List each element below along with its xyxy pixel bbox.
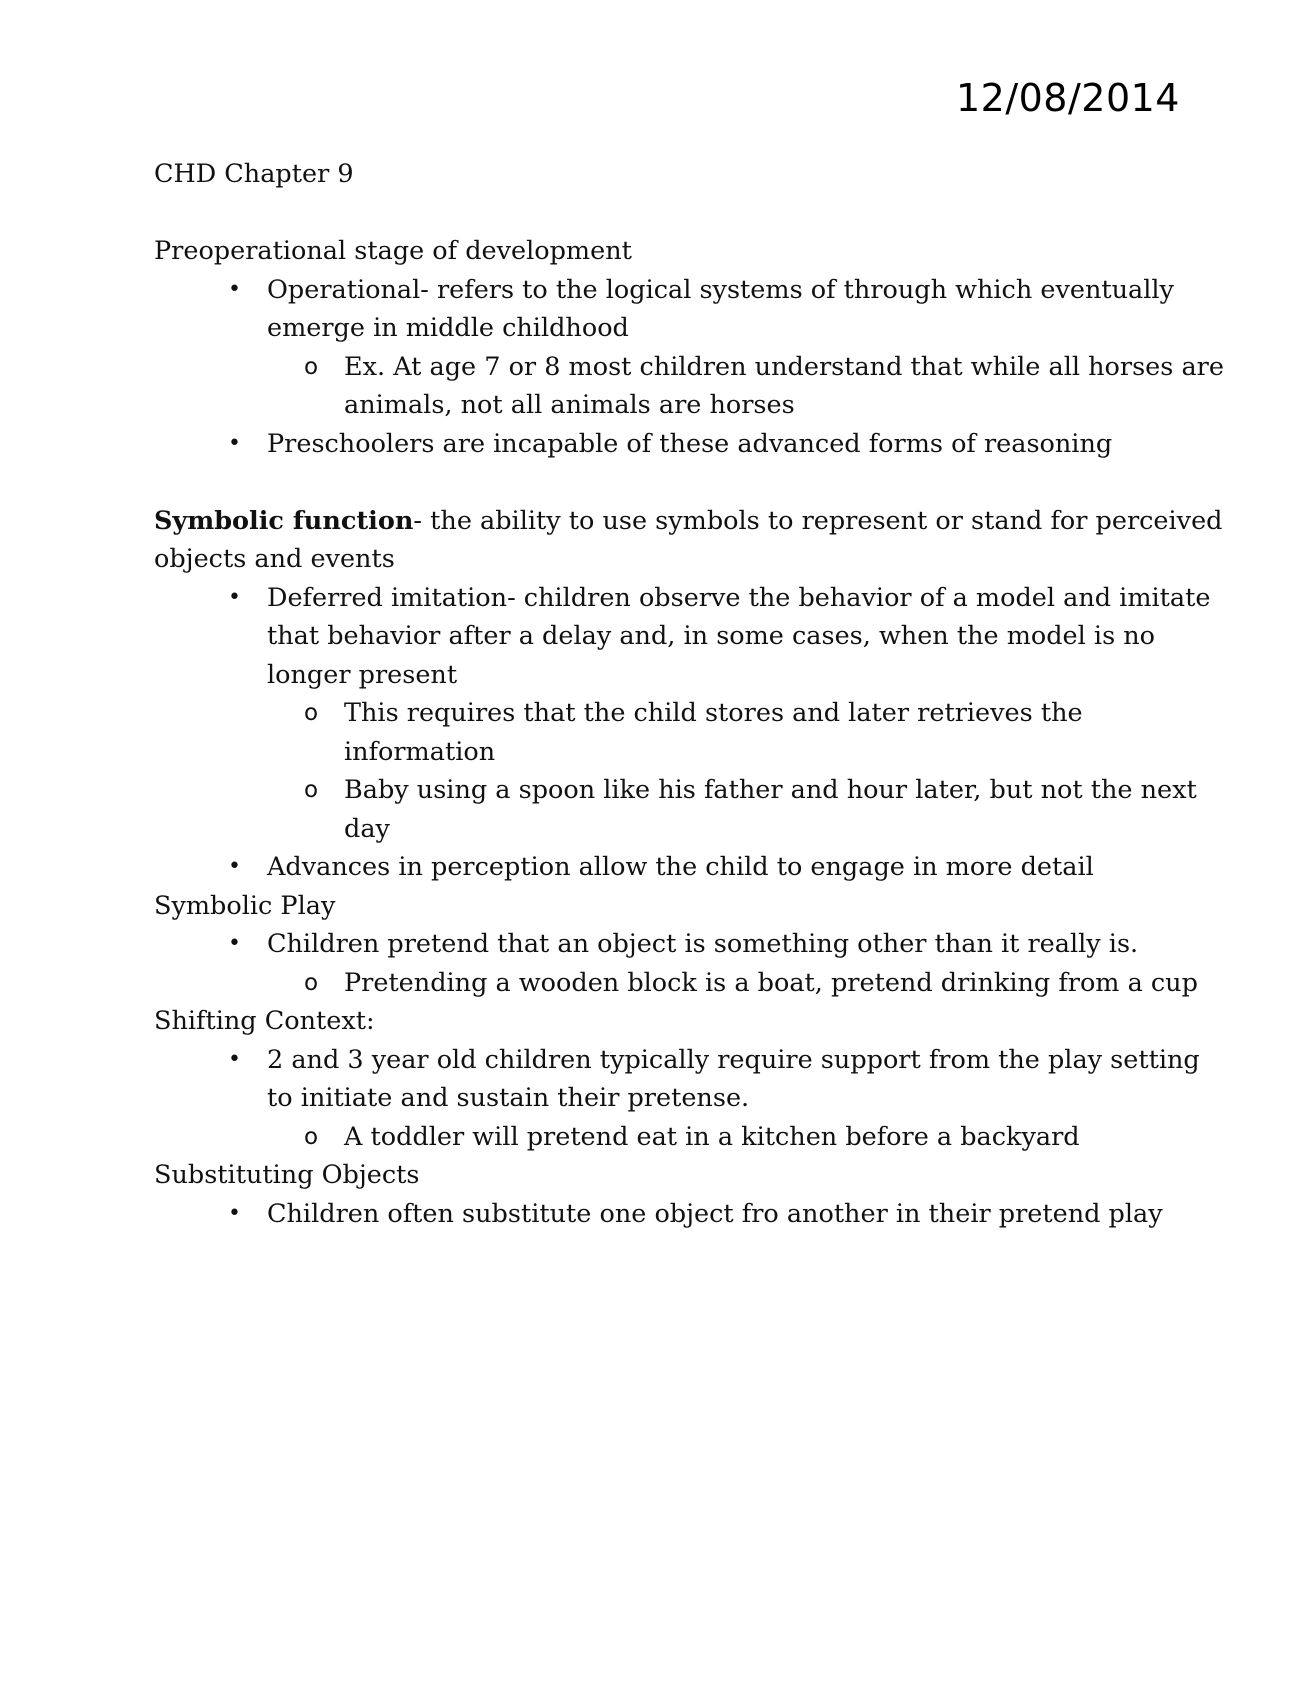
bullet-icon: • <box>228 1046 241 1072</box>
sub-bullet-icon: o <box>304 353 319 380</box>
sub-bullet-item <box>154 694 1164 771</box>
heading-definition: - the ability to use symbols to represent or stand for perceived <box>413 505 1223 536</box>
bullet-item <box>154 1195 1164 1234</box>
bullet-item <box>154 1041 1200 1118</box>
bullet-icon: • <box>228 1200 241 1226</box>
sub-bullet-item <box>154 964 1198 1003</box>
sub-bullet-text-line: information <box>344 736 496 767</box>
blank-line <box>154 463 1164 502</box>
section-heading <box>154 502 1223 541</box>
bullet-text-line: longer present <box>267 659 458 690</box>
sub-bullet-icon: o <box>304 777 319 803</box>
bullet-text-line: Children often substitute one object fro another in their pretend play <box>267 1198 1163 1229</box>
bullet-text-line: emerge in middle childhood <box>267 313 629 343</box>
section-heading: Shifting Context: <box>154 1006 375 1036</box>
section-preoperational <box>154 232 1224 463</box>
sub-bullet-item <box>154 1118 1164 1157</box>
sub-bullet-text-line: This requires that the child stores and later retrieves the <box>344 698 1083 728</box>
sub-bullet-icon: o <box>304 969 319 996</box>
blank-line <box>154 194 1164 233</box>
sub-bullet-icon: o <box>304 700 319 726</box>
sub-bullet-text-line: Baby using a spoon like his father and hour later, but not the next <box>344 775 1197 805</box>
bullet-item <box>154 848 1164 887</box>
note-title: CHD Chapter 9 <box>154 159 354 189</box>
bullet-item <box>154 271 1174 348</box>
section-symbolic-play <box>154 887 1198 1003</box>
bullet-text-line: that behavior after a delay and, in some cases, when the model is no <box>267 621 1156 651</box>
bullet-icon: • <box>228 931 241 956</box>
sub-bullet-text-line: Pretending a wooden block is a boat, pretend drinking from a cup <box>344 967 1198 998</box>
section-heading-continued: objects and events <box>154 544 395 574</box>
sub-bullet-text-line: A toddler will pretend eat in a kitchen before a backyard <box>344 1121 1080 1152</box>
sub-bullet-text-line: animals, not all animals are horses <box>344 390 795 420</box>
section-symbolic-function <box>154 502 1223 887</box>
section-substituting-objects <box>154 1156 1164 1233</box>
sub-bullet-icon: o <box>304 1123 319 1150</box>
section-heading: Substituting Objects <box>154 1160 420 1190</box>
section-heading: Preoperational stage of development <box>154 236 632 266</box>
bullet-text-line: Preschoolers are incapable of these advanced forms of reasoning <box>267 428 1113 459</box>
section-shifting-context <box>154 1002 1200 1156</box>
sub-bullet-item <box>154 348 1224 425</box>
note-content <box>154 155 1224 1233</box>
bullet-text-line: Deferred imitation- children observe the behavior of a model and imitate <box>267 582 1211 613</box>
bullet-text-line: 2 and 3 year old children typically require support from the play setting <box>267 1044 1200 1075</box>
sub-bullet-text-line: day <box>344 813 390 844</box>
bullet-icon: • <box>228 276 241 302</box>
bullet-item <box>154 925 1164 964</box>
bullet-item <box>154 579 1211 695</box>
bullet-icon: • <box>228 854 241 879</box>
bullet-item <box>154 425 1164 464</box>
bullet-text-line: Advances in perception allow the child to engage in more detail <box>267 852 1094 882</box>
bullet-icon: • <box>228 430 241 456</box>
bullet-text-line: Operational- refers to the logical systems of through which eventually <box>267 274 1174 305</box>
note-date: 12/08/2014 <box>955 76 1180 120</box>
bullet-text-line: to initiate and sustain their pretense. <box>267 1083 750 1113</box>
section-heading: Symbolic Play <box>154 890 336 921</box>
heading-term: Symbolic function <box>154 505 414 536</box>
sub-bullet-text-line: Ex. At age 7 or 8 most children understand that while all horses are <box>344 351 1224 382</box>
bullet-icon: • <box>228 584 241 610</box>
sub-bullet-item <box>154 771 1197 848</box>
bullet-text-line: Children pretend that an object is something other than it really is. <box>267 929 1139 959</box>
